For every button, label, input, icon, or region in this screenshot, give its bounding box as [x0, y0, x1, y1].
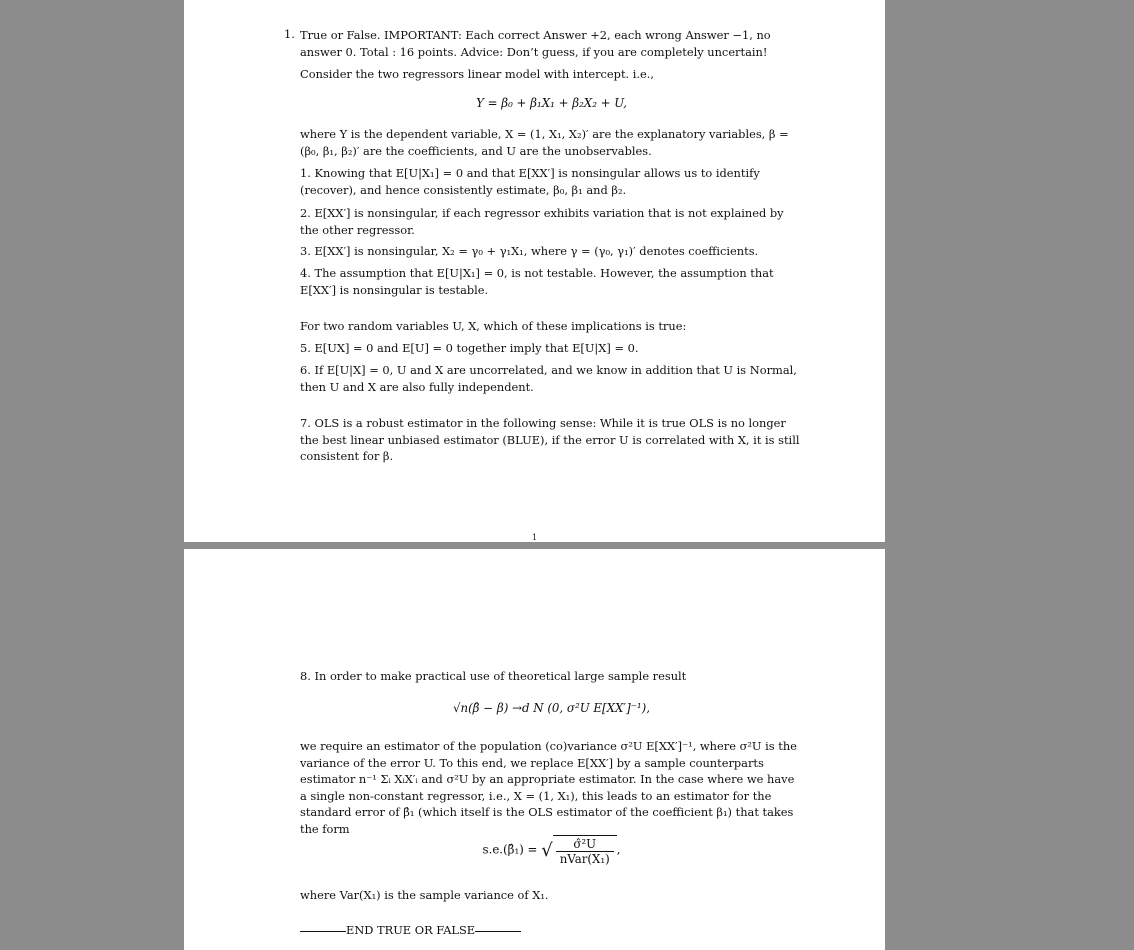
statement-7: 7. OLS is a robust estimator in the following sense: While it is true OLS is no longer the best linear unbiased estimator (BLUE), if the error U is correlated with X, it is still consistent for β.	[300, 416, 800, 464]
statement-6: 6. If E[U|X] = 0, U and X are uncorrelated, and we know in addition that U is Normal, then U and X are also fully independent.	[300, 363, 797, 394]
se-tail: ,	[616, 842, 621, 857]
where-text: where Y is the dependent variable, X = (1, X₁, X₂)′ are the explanatory variables, β = (β₀, β₁, β₂)′ are the coefficients, and U are the unobservables.	[300, 127, 789, 158]
statement-2: 2. E[XX′] is nonsingular, if each regressor exhibits variation that is not explained by the other regressor.	[300, 206, 784, 237]
statement-8: 8. In order to make practical use of theoretical large sample result	[300, 669, 687, 683]
statement-4: 4. The assumption that E[U|X₁] = 0, is not testable. However, the assumption that E[XX′] is nonsingular is testable.	[300, 266, 774, 297]
statement-1: 1. Knowing that E[U|X₁] = 0 and that E[XX′] is nonsingular allows us to identify (recover), and hence consistently estimate, β₀, β₁ and β₂.	[300, 166, 760, 197]
question-number: 1.	[284, 27, 295, 41]
end-rule-right	[475, 931, 521, 932]
end-rule-left	[300, 931, 346, 932]
consider-text: Consider the two regressors linear model with intercept. i.e.,	[300, 67, 655, 81]
se-lhs: s.e.(β̂₁) =	[482, 842, 538, 857]
random-variables-text: For two random variables U, X, which of these implications is true:	[300, 319, 687, 333]
variance-note: where Var(X₁) is the sample variance of X₁.	[300, 888, 549, 902]
statement-5: 5. E[UX] = 0 and E[U] = 0 together imply that E[U|X] = 0.	[300, 341, 639, 355]
standard-error-formula: s.e.(β̂₁) = √ $\frac{\text{σ̂²U}}{\text{nVar(X₁)}}$ ,	[482, 837, 621, 866]
asymptotic-equation: √n(β̂ − β) →d N (0, σ²U E[XX′]⁻¹),	[452, 701, 651, 715]
statement-3: 3. E[XX′] is nonsingular, X₂ = γ₀ + γ₁X₁, where γ = (γ₀, γ₁)′ denotes coefficients.	[300, 244, 759, 258]
page-number: 1	[532, 533, 538, 542]
end-label: END TRUE OR FALSE	[346, 923, 476, 937]
end-marker	[300, 922, 803, 939]
document-page-1	[184, 0, 885, 542]
se-numerator: σ̂²U	[556, 837, 614, 852]
model-equation: Y = β₀ + β₁X₁ + β₂X₂ + U,	[476, 96, 627, 110]
question-intro: True or False. IMPORTANT: Each correct Answer +2, each wrong Answer −1, no answer 0. Total : 16 points. Advice: Don’t guess, if you are completely uncertain!	[300, 28, 771, 59]
se-denominator: nVar(X₁)	[559, 852, 610, 866]
document-page-2	[184, 549, 885, 950]
estimator-paragraph: we require an estimator of the population (co)variance σ²U E[XX′]⁻¹, where σ²U is the variance of the error U. To this end, we replace E[XX′] by a sample counterparts estimator n⁻¹ Σᵢ XᵢX′ᵢ and σ²U by an appropriate estimator. In the case where we have a single non-constant regressor, i.e., X = (1, X₁), this leads to an estimator for the standard error of β̂₁ (which itself is the OLS estimator of the coefficient β₁) that takes the form	[300, 739, 797, 836]
